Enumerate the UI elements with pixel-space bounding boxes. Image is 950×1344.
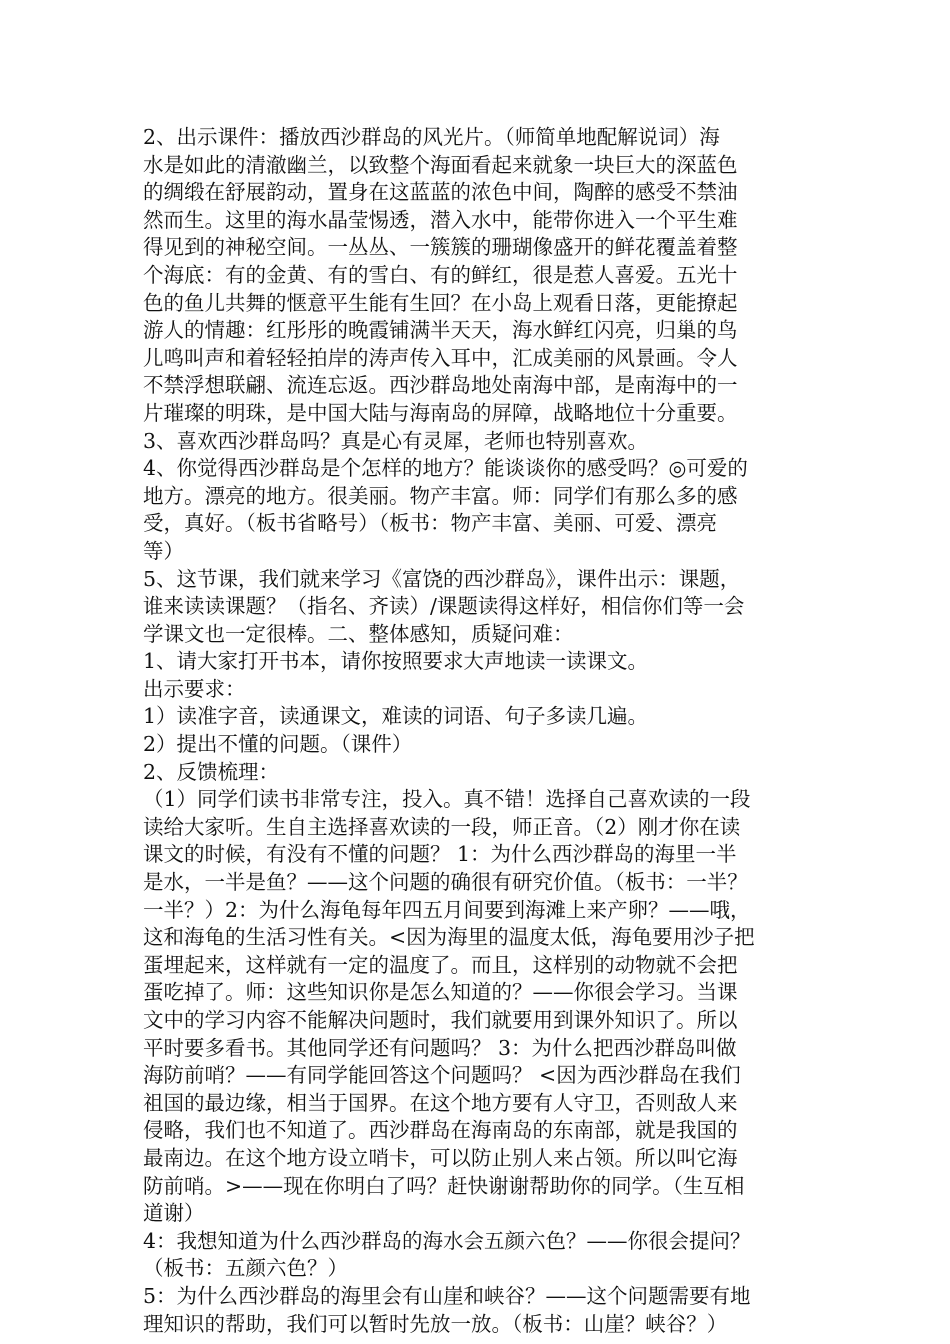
text-line: 学课文也一定很棒。二、整体感知，质疑问难： xyxy=(143,621,574,646)
text-line: 不禁浮想联翩、流连忘返。西沙群岛地处南海中部，是南海中的一 xyxy=(143,373,738,398)
text-line: 色的鱼儿共舞的惬意平生能有生回？在小岛上观看日落，更能撩起 xyxy=(143,290,738,315)
text-line: 等） xyxy=(143,538,184,563)
text-line: 理知识的帮助，我们可以暂时先放一放。（板书：山崖？峡谷？） xyxy=(143,1311,728,1336)
text-line: 谁来读读课题？（指名、齐读）/课题读得这样好，相信你们等一会 xyxy=(143,594,745,619)
text-line: 蛋吃掉了。师：这些知识你是怎么知道的？——你很会学习。当课 xyxy=(143,980,738,1005)
text-line: 防前哨。>——现在你明白了吗？赶快谢谢帮助你的同学。（生互相 xyxy=(143,1173,745,1198)
text-line: 一半？）2：为什么海龟每年四五月间要到海滩上来产卵？——哦， xyxy=(143,897,751,922)
text-line: 4：我想知道为什么西沙群岛的海水会五颜六色？——你很会提问？ xyxy=(143,1228,751,1253)
text-line: 受，真好。（板书省略号）（板书：物产丰富、美丽、可爱、漂亮 xyxy=(143,511,717,536)
document-body xyxy=(143,124,811,1338)
text-line: 1）读准字音，读通课文，难读的词语、句子多读几遍。 xyxy=(143,704,649,729)
text-line: 3、喜欢西沙群岛吗？真是心有灵犀，老师也特别喜欢。 xyxy=(143,428,649,453)
text-line: 水是如此的清澈幽兰，以致整个海面看起来就象一块巨大的深蓝色 xyxy=(143,152,738,177)
text-line: 这和海龟的生活习性有关。<因为海里的温度太低，海龟要用沙子把 xyxy=(143,925,755,950)
text-line: 5、这节课，我们就来学习《富饶的西沙群岛》，课件出示：课题， xyxy=(143,566,741,591)
text-line: 祖国的最边缘，相当于国界。在这个地方要有人守卫，否则敌人来 xyxy=(143,1090,738,1115)
text-line: 2、反馈梳理： xyxy=(143,759,280,784)
text-line: （板书：五颜六色？） xyxy=(143,1256,348,1281)
text-line: 2、出示课件：播放西沙群岛的风光片。（师简单地配解说词）海 xyxy=(143,125,720,149)
text-line: 儿鸣叫声和着轻轻拍岸的涛声传入耳中，汇成美丽的风景画。令人 xyxy=(143,345,738,370)
text-line: 读给大家听。生自主选择喜欢读的一段，师正音。（2）刚才你在读 xyxy=(143,814,741,839)
text-line: 出示要求： xyxy=(143,676,246,701)
text-line: 1、请大家打开书本，请你按照要求大声地读一读课文。 xyxy=(143,649,649,674)
text-line: 海防前哨？——有同学能回答这个问题吗？ <因为西沙群岛在我们 xyxy=(143,1063,741,1088)
text-line: 2）提出不懂的问题。（课件） xyxy=(143,732,413,757)
text-line: 是水，一半是鱼？——这个问题的确很有研究价值。（板书：一半？ xyxy=(143,870,748,895)
text-line: 文中的学习内容不能解决问题时，我们就要用到课外知识了。所以 xyxy=(143,1008,738,1032)
text-line: 5：为什么西沙群岛的海里会有山崖和峡谷？——这个问题需要有地 xyxy=(143,1283,751,1308)
text-line: 道谢） xyxy=(143,1201,205,1226)
text-line: 最南边。在这个地方设立哨卡，可以防止别人来占领。所以叫它海 xyxy=(143,1145,738,1170)
text-line: 地方。漂亮的地方。很美丽。物产丰富。师：同学们有那么多的感 xyxy=(143,483,738,508)
text-line: 然而生。这里的海水晶莹惕透，潜入水中，能带你进入一个平生难 xyxy=(143,207,738,232)
text-line: 蛋埋起来，这样就有一定的温度了。而且，这样别的动物就不会把 xyxy=(143,952,738,977)
text-line: （1）同学们读书非常专注，投入。真不错！选择自己喜欢读的一段 xyxy=(143,787,751,812)
text-line: 个海底：有的金黄、有的雪白、有的鲜红，很是惹人喜爱。五光十 xyxy=(143,262,738,287)
text-line: 4、你觉得西沙群岛是个怎样的地方？能谈谈你的感受吗？◎可爱的 xyxy=(143,456,748,481)
text-line: 平时要多看书。其他同学还有问题吗？ 3：为什么把西沙群岛叫做 xyxy=(143,1035,737,1060)
text-line: 得见到的神秘空间。一丛丛、一簇簇的珊瑚像盛开的鲜花覆盖着整 xyxy=(143,235,738,260)
text-line: 课文的时候，有没有不懂的问题？ 1：为什么西沙群岛的海里一半 xyxy=(143,842,737,867)
text-line: 游人的情趣：红彤彤的晚霞铺满半天天，海水鲜红闪亮，归巢的鸟 xyxy=(143,318,738,343)
text-line: 侵略，我们也不知道了。西沙群岛在海南岛的东南部，就是我国的 xyxy=(143,1118,738,1143)
text-line: 片璀璨的明珠，是中国大陆与海南岛的屏障，战略地位十分重要。 xyxy=(143,400,738,425)
text-line: 的绸缎在舒展韵动，置身在这蓝蓝的浓色中间，陶醉的感受不禁油 xyxy=(143,180,738,205)
